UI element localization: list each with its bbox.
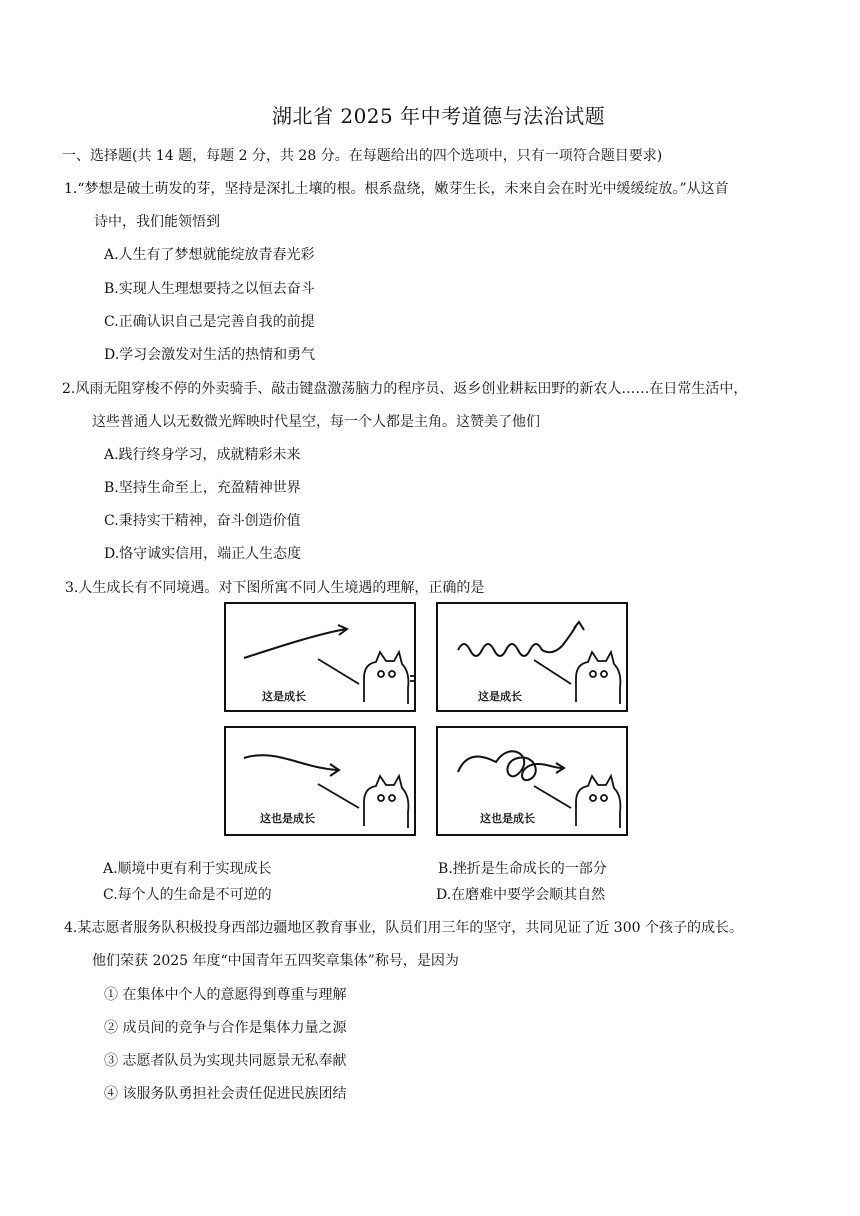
option-b: B.坚持生命至上，充盈精神世界 xyxy=(104,480,301,496)
panel-caption: 这也是成长 xyxy=(480,812,535,825)
option-a: A.践行终身学习，成就精彩未来 xyxy=(104,447,301,463)
comic-panel-wavy xyxy=(436,602,628,712)
option-d: D.在磨难中要学会顺其自然 xyxy=(436,887,606,903)
question-stem: 2.风雨无阻穿梭不停的外卖骑手、敲击键盘激荡脑力的程序员、返乡创业耕耘田野的新农人……在日常生活中， xyxy=(62,381,748,397)
page-title: 湖北省 2025 年中考道德与法治试题 xyxy=(272,104,606,128)
cat-pointing-icon xyxy=(318,776,408,828)
option-d: D.恪守诚实信用，端正人生态度 xyxy=(104,546,302,562)
panel-caption: 这也是成长 xyxy=(260,812,315,825)
option-b: B.实现人生理想要持之以恒去奋斗 xyxy=(104,281,315,297)
cat-pointing-icon xyxy=(534,776,620,828)
option-c: C.秉持实干精神，奋斗创造价值 xyxy=(104,513,301,529)
comic-panel-descending xyxy=(224,726,416,836)
question-stem: 3.人生成长有不同境遇。对下图所寓不同人生境遇的理解，正确的是 xyxy=(65,580,485,596)
option-a: A.顺境中更有利于实现成长 xyxy=(103,861,272,877)
growth-comic-figure xyxy=(224,600,636,840)
comic-panel-tangled xyxy=(436,726,628,836)
option-c: C.正确认识自己是完善自我的前提 xyxy=(104,314,315,330)
question-stem: 这些普通人以无数微光辉映时代星空，每一个人都是主角。这赞美了他们 xyxy=(92,414,540,430)
cat-pointing-icon xyxy=(318,652,414,704)
section-heading: 一、选择题(共 14 题，每题 2 分，共 28 分。在每题给出的四个选项中，只有一项符合题目要求) xyxy=(62,148,663,164)
comic-panel-smooth xyxy=(224,602,416,712)
question-stem: 他们荣获 2025 年度“中国青年五四奖章集体”称号，是因为 xyxy=(92,953,459,969)
cat-pointing-icon xyxy=(534,652,620,704)
option-b: B.挫折是生命成长的一部分 xyxy=(438,861,607,877)
question-stem: 诗中，我们能领悟到 xyxy=(94,214,220,230)
question-stem: 1.“梦想是破土萌发的芽，坚持是深扎土壤的根。根系盘绕，嫩芽生长，未来自会在时光中缓缓绽放。”从这首 xyxy=(64,181,729,197)
statement-2: ② 成员间的竞争与合作是集体力量之源 xyxy=(104,1020,347,1036)
statement-4: ④ 该服务队勇担社会责任促进民族团结 xyxy=(104,1086,347,1102)
option-d: D.学习会激发对生活的热情和勇气 xyxy=(104,347,316,363)
statement-1: ① 在集体中个人的意愿得到尊重与理解 xyxy=(104,987,347,1003)
statement-3: ③ 志愿者队员为实现共同愿景无私奉献 xyxy=(104,1053,347,1069)
option-a: A.人生有了梦想就能绽放青春光彩 xyxy=(104,247,315,263)
option-c: C.每个人的生命是不可逆的 xyxy=(103,887,272,903)
panel-caption: 这是成长 xyxy=(478,690,522,703)
panel-caption: 这是成长 xyxy=(262,690,306,703)
question-stem: 4.某志愿者服务队积极投身西部边疆地区教育事业，队员们用三年的坚守，共同见证了近 300 个孩子的成长。 xyxy=(64,920,743,936)
